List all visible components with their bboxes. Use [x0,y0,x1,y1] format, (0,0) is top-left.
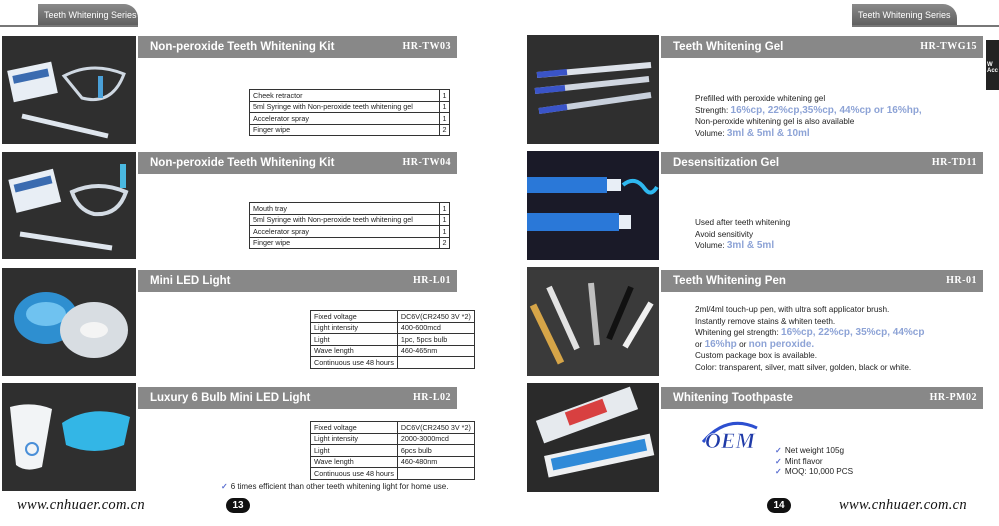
product-title: Non-peroxide Teeth Whitening Kit [150,41,335,53]
product-code: HR-L02 [413,392,451,403]
product-code: HR-01 [946,275,977,286]
desc-line [695,339,924,351]
nonperoxide-value: non peroxide. [748,338,815,350]
spec-label: Fixed voltage [311,311,398,323]
spec-value: 1pc, 5pcs bulb [397,334,474,346]
component-name: Finger wipe [250,124,440,136]
desc-line: Instantly remove stains & whiten teeth. [695,316,836,326]
table-row [311,456,475,468]
efficiency-note [221,481,448,493]
spec-value: DC6V(CR2450 3V *2) [397,311,474,323]
component-name: Accelerator spray [250,226,440,238]
page-number: 13 [226,498,250,513]
component-qty: 1 [440,101,450,113]
website-url[interactable]: www.cnhuaer.com.cn [17,497,145,513]
whitening-kit-image [2,152,136,259]
product-title: Desensitization Gel [673,157,780,169]
oem-logo [697,418,763,454]
product-photo-hr-tw04 [2,152,136,259]
component-qty: 2 [440,237,450,249]
product-photo-hr-l01 [2,268,136,376]
list-item [775,467,853,478]
product-title: Whitening Toothpaste [673,392,793,404]
table-row [311,445,475,457]
component-name: Cheek retractor [250,90,440,102]
desc-line: Color: transparent, silver, matt silver, golden, black or white. [695,362,912,372]
desc-line [695,327,924,339]
table-row [311,334,475,346]
list-item [775,457,853,468]
desc-line: Prefilled with peroxide whitening gel [695,94,826,103]
table-row [311,345,475,357]
product-code: HR-TD11 [931,157,977,168]
spec-value: 400-600mcd [397,322,474,334]
or-text: or [736,339,749,349]
desc-line: 2ml/4ml touch-up pen, with ultra soft applicator brush. [695,305,890,314]
product-photo-hr-td11 [527,151,659,260]
volume-value: 3ml & 5ml [726,240,775,251]
table-row [250,203,450,215]
syringe-image [527,35,659,144]
led-light-image [2,268,136,376]
spec-label: Light intensity [311,322,398,334]
spec-label: Light [311,334,398,346]
table-row [250,214,450,226]
table-row [311,322,475,334]
component-name: 5ml Syringe with Non-peroxide teeth whitening gel [250,214,440,226]
strength-value: 16%cp, 22%cp, 35%cp, 44%cp [781,327,925,338]
product-code: HR-L01 [413,275,451,286]
product-bar-hr-pm02 [661,387,983,409]
product-bar-hr-l02 [138,387,457,409]
product-bar-hr-l01 [138,270,457,292]
spec-label: Light [311,445,398,457]
spec-label: Fixed voltage [311,422,398,434]
product-title: Teeth Whitening Pen [673,275,786,287]
spec-value [397,468,474,480]
spec-label: Wave length [311,456,398,468]
volume-value: 3ml & 5ml & 10ml [726,127,810,139]
whitening-kit-image [2,36,136,144]
component-name: Finger wipe [250,237,440,249]
product-bar-hr-tw04 [138,152,457,174]
spec-value: 460-480nm [397,456,474,468]
feature-text: Net weight 105g [784,446,845,455]
component-name: Mouth tray [250,203,440,215]
product-bar-hr-twg15 [661,36,983,58]
volume-label: Volume: [695,241,727,250]
product-title: Non-peroxide Teeth Whitening Kit [150,157,335,169]
spec-value: 460-465nm [397,345,474,357]
hp-value: 16%hp [704,338,737,350]
component-qty: 1 [440,113,450,125]
strength-label: Strength: [695,105,731,115]
page-number: 14 [767,498,791,513]
product-photo-hr-01 [527,267,659,376]
series-label: Teeth Whitening Series [44,10,137,20]
check-icon: ✓ [221,482,228,491]
product-photo-hr-l02 [2,383,136,491]
volume-label: Volume: [695,128,727,138]
toothpaste-image [527,383,659,492]
gel-description [695,93,922,139]
product-code: HR-TWG15 [920,41,977,52]
side-tab: W Acc [986,40,999,90]
pen-description [695,304,924,373]
website-url[interactable]: www.cnhuaer.com.cn [839,497,967,513]
table-row [250,90,450,102]
table-row [311,433,475,445]
list-item [775,446,853,457]
oem-text: OEM [704,428,756,453]
check-icon: ✓ [775,446,782,455]
header-rule-right [852,25,999,27]
led-light-image [2,383,136,491]
toothpaste-features [775,446,853,478]
product-photo-hr-twg15 [527,35,659,144]
component-name: 5ml Syringe with Non-peroxide teeth whitening gel [250,101,440,113]
table-row [311,468,475,480]
desensitization-gel-image [527,151,659,260]
desc-line: Custom package box is available. [695,351,817,360]
table-row [250,237,450,249]
feature-text: Mint flavor [784,456,823,466]
product-bar-hr-td11 [661,152,983,174]
strength-label: Whitening gel strength: [695,328,782,337]
series-tab-left [38,4,138,26]
product-title: Mini LED Light [150,275,231,287]
product-title: Teeth Whitening Gel [673,41,784,53]
specs-table-hr-l02 [310,421,475,480]
spec-label: Light intensity [311,433,398,445]
desc-line: Non-peroxide whitening gel is also available [695,117,855,126]
desc-line: Used after teeth whitening [695,218,791,227]
header-rule-left [0,25,138,27]
spec-value: 6pcs bulb [397,445,474,457]
desc-line [695,105,922,117]
spec-label: Continuous use 48 hours [311,357,398,369]
component-name: Accelerator spray [250,113,440,125]
or-text: or [695,339,705,349]
note-text: 6 times efficient than other teeth whitening light for home use. [230,482,449,491]
components-table-hr-tw04 [249,202,450,249]
feature-text: MOQ: 10,000 PCS [784,467,854,476]
spec-label: Continuous use 48 hours [311,468,398,480]
component-qty: 1 [440,203,450,215]
check-icon: ✓ [775,456,782,466]
component-qty: 2 [440,124,450,136]
series-tab-right [852,4,957,26]
product-bar-hr-01 [661,270,983,292]
spec-value: DC6V(CR2450 3V *2) [397,422,474,434]
product-code: HR-PM02 [929,392,977,403]
desensitization-description [695,217,790,252]
product-bar-hr-tw03 [138,36,457,58]
table-row [250,113,450,125]
component-qty: 1 [440,90,450,102]
series-label: Teeth Whitening Series [858,10,951,20]
table-row [250,101,450,113]
product-code: HR-TW04 [402,157,451,168]
product-photo-hr-pm02 [527,383,659,492]
table-row [250,226,450,238]
component-qty: 1 [440,214,450,226]
product-title: Luxury 6 Bulb Mini LED Light [150,392,311,404]
table-row [311,357,475,369]
spec-value: 2000-3000mcd [397,433,474,445]
table-row [311,422,475,434]
spec-label: Wave length [311,345,398,357]
table-row [250,124,450,136]
check-icon: ✓ [775,467,782,476]
desc-line: Avoid sensitivity [695,229,754,239]
product-code: HR-TW03 [402,41,451,52]
table-row [311,311,475,323]
whitening-pen-image [527,267,659,376]
desc-line [695,128,922,140]
component-qty: 1 [440,226,450,238]
product-photo-hr-tw03 [2,36,136,144]
spec-value [397,357,474,369]
desc-line [695,240,790,252]
strength-value: 16%cp, 22%cp,35%cp, 44%cp or 16%hp, [730,104,922,116]
specs-table-hr-l01 [310,310,475,369]
components-table-hr-tw03 [249,89,450,136]
